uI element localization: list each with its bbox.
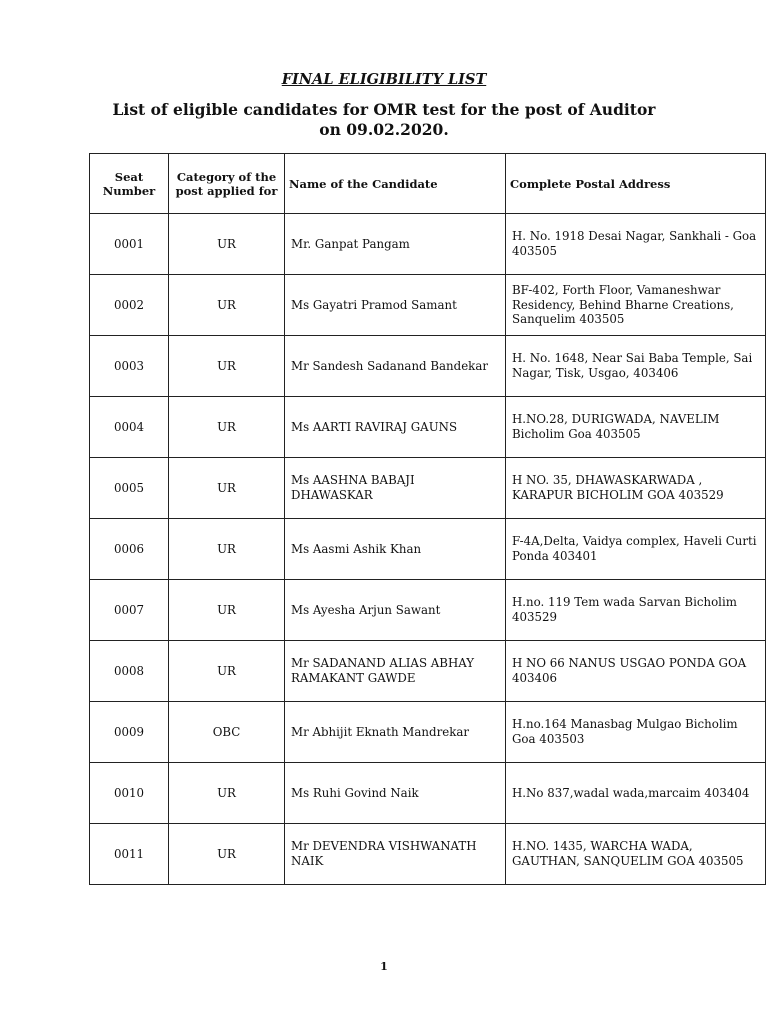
table-row bbox=[90, 580, 766, 641]
seat-number-cell: 0005 bbox=[90, 458, 169, 519]
candidate-name-cell: Mr Abhijit Eknath Mandrekar bbox=[285, 702, 506, 763]
category-cell: UR bbox=[169, 763, 285, 824]
subtitle-line-1: List of eligible candidates for OMR test for the post of Auditor bbox=[112, 100, 656, 119]
category-cell: UR bbox=[169, 214, 285, 275]
seat-number-cell: 0001 bbox=[90, 214, 169, 275]
seat-number-cell: 0010 bbox=[90, 763, 169, 824]
postal-address-cell: H.NO.28, DURIGWADA, NAVELIM Bicholim Goa 403505 bbox=[506, 397, 766, 458]
postal-address-cell: H.no. 119 Tem wada Sarvan Bicholim 403529 bbox=[506, 580, 766, 641]
candidate-name-cell: Ms Aasmi Ashik Khan bbox=[285, 519, 506, 580]
category-cell: UR bbox=[169, 336, 285, 397]
subtitle-line-2: on 09.02.2020. bbox=[319, 120, 449, 139]
table-row bbox=[90, 519, 766, 580]
seat-number-cell: 0008 bbox=[90, 641, 169, 702]
document-subtitle bbox=[0, 100, 768, 140]
table-row bbox=[90, 458, 766, 519]
header-postal-address: Complete Postal Address bbox=[506, 154, 766, 214]
postal-address-cell: H. No. 1648, Near Sai Baba Temple, Sai Nagar, Tisk, Usgao, 403406 bbox=[506, 336, 766, 397]
header-category: Category of the post applied for bbox=[169, 154, 285, 214]
table-row bbox=[90, 702, 766, 763]
table-header-row bbox=[90, 154, 766, 214]
postal-address-cell: H.No 837,wadal wada,marcaim 403404 bbox=[506, 763, 766, 824]
category-cell: UR bbox=[169, 580, 285, 641]
seat-number-cell: 0007 bbox=[90, 580, 169, 641]
table-row bbox=[90, 214, 766, 275]
category-cell: OBC bbox=[169, 702, 285, 763]
page-number: 1 bbox=[380, 960, 388, 973]
table-row bbox=[90, 275, 766, 336]
category-cell: UR bbox=[169, 824, 285, 885]
document-title: FINAL ELIGIBILITY LIST bbox=[281, 71, 487, 88]
postal-address-cell: H.no.164 Manasbag Mulgao Bicholim Goa 403503 bbox=[506, 702, 766, 763]
postal-address-cell: H.NO. 1435, WARCHA WADA, GAUTHAN, SANQUELIM GOA 403505 bbox=[506, 824, 766, 885]
category-cell: UR bbox=[169, 641, 285, 702]
category-cell: UR bbox=[169, 519, 285, 580]
seat-number-cell: 0004 bbox=[90, 397, 169, 458]
postal-address-cell: H NO. 35, DHAWASKARWADA , KARAPUR BICHOLIM GOA 403529 bbox=[506, 458, 766, 519]
category-cell: UR bbox=[169, 397, 285, 458]
seat-number-cell: 0003 bbox=[90, 336, 169, 397]
category-cell: UR bbox=[169, 275, 285, 336]
postal-address-cell: F-4A,Delta, Vaidya complex, Haveli Curti Ponda 403401 bbox=[506, 519, 766, 580]
header-candidate-name: Name of the Candidate bbox=[285, 154, 506, 214]
table-row bbox=[90, 641, 766, 702]
eligibility-table bbox=[89, 153, 766, 885]
seat-number-cell: 0006 bbox=[90, 519, 169, 580]
seat-number-cell: 0002 bbox=[90, 275, 169, 336]
seat-number-cell: 0009 bbox=[90, 702, 169, 763]
candidate-name-cell: Ms Gayatri Pramod Samant bbox=[285, 275, 506, 336]
table-row bbox=[90, 824, 766, 885]
category-cell: UR bbox=[169, 458, 285, 519]
candidate-name-cell: Ms Ruhi Govind Naik bbox=[285, 763, 506, 824]
postal-address-cell: H. No. 1918 Desai Nagar, Sankhali - Goa 403505 bbox=[506, 214, 766, 275]
candidate-name-cell: Mr. Ganpat Pangam bbox=[285, 214, 506, 275]
candidate-name-cell: Ms AASHNA BABAJI DHAWASKAR bbox=[285, 458, 506, 519]
candidate-name-cell: Mr Sandesh Sadanand Bandekar bbox=[285, 336, 506, 397]
table-row bbox=[90, 397, 766, 458]
table-row bbox=[90, 763, 766, 824]
postal-address-cell: H NO 66 NANUS USGAO PONDA GOA 403406 bbox=[506, 641, 766, 702]
candidate-name-cell: Ms AARTI RAVIRAJ GAUNS bbox=[285, 397, 506, 458]
table-row bbox=[90, 336, 766, 397]
header-seat-number: Seat Number bbox=[90, 154, 169, 214]
candidate-name-cell: Ms Ayesha Arjun Sawant bbox=[285, 580, 506, 641]
candidate-name-cell: Mr SADANAND ALIAS ABHAY RAMAKANT GAWDE bbox=[285, 641, 506, 702]
postal-address-cell: BF-402, Forth Floor, Vamaneshwar Residency, Behind Bharne Creations, Sanquelim 403505 bbox=[506, 275, 766, 336]
candidate-name-cell: Mr DEVENDRA VISHWANATH NAIK bbox=[285, 824, 506, 885]
seat-number-cell: 0011 bbox=[90, 824, 169, 885]
